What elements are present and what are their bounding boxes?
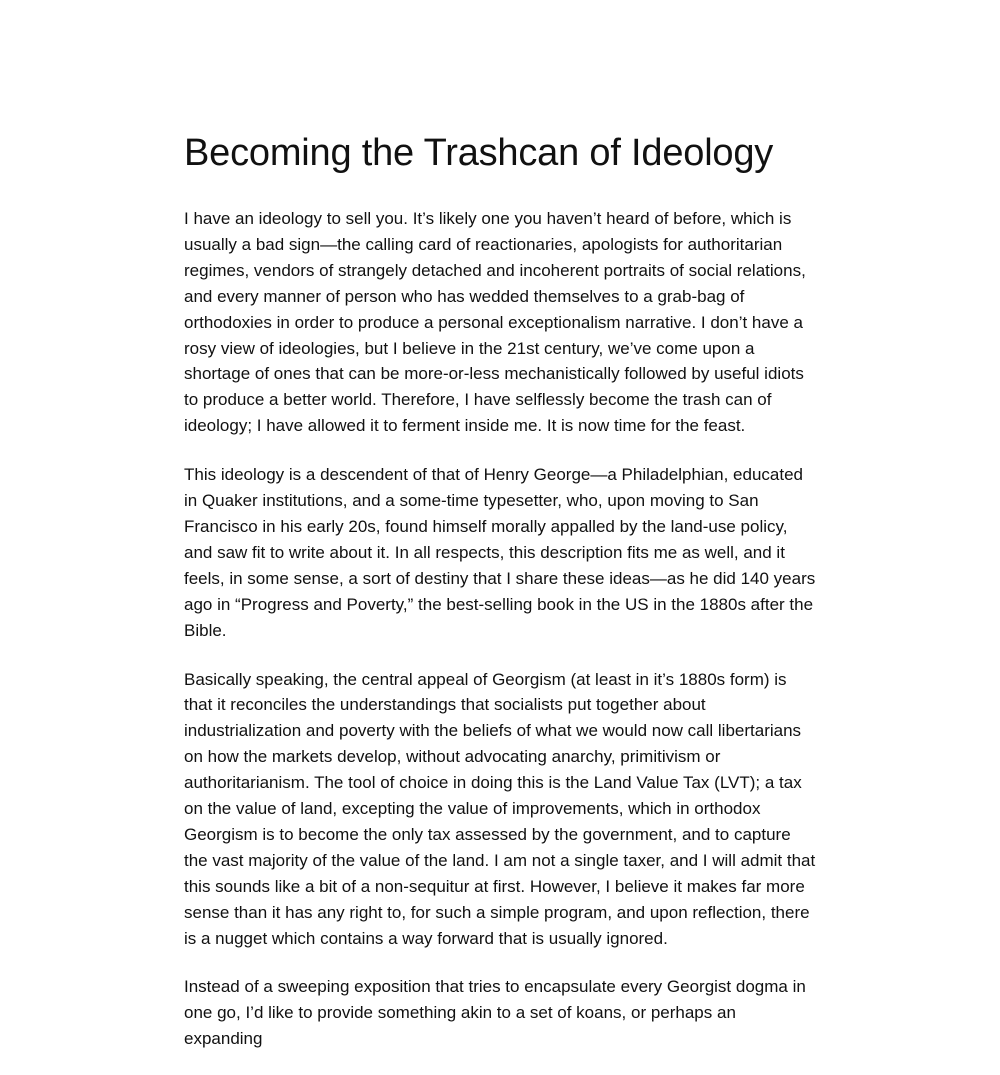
article — [184, 130, 816, 1075]
article-paragraph-3: Basically speaking, the central appeal of Georgism (at least in it’s 1880s form) is that it reconciles the understandings that socialists put together about industrialization and poverty with the beliefs of what we would now call libertarians on how the markets develop, without advocating anarchy, primitivism or authoritarianism. The tool of choice in doing this is the Land Value Tax (LVT); a tax on the value of land, excepting the value of improvements, which in orthodox Georgism is to become the only tax assessed by the government, and to capture the vast majority of the value of the land. I am not a single taxer, and I will admit that this sounds like a bit of a non-sequitur at first. However, I believe it makes far more sense than it has any right to, for such a simple program, and upon reflection, there is a nugget which contains a way forward that is usually ignored. — [184, 669, 816, 948]
article-paragraph-2: This ideology is a descendent of that of Henry George—a Philadelphian, educated in Quaker institutions, and a some-time typesetter, who, upon moving to San Francisco in his early 20s, found himself morally appalled by the land-use policy, and saw fit to write about it. In all respects, this description fits me as well, and it feels, in some sense, a sort of destiny that I share these ideas—as he did 140 years ago in “Progress and Poverty,” the best-selling book in the US in the 1880s after the Bible. — [184, 465, 816, 640]
article-paragraph-4: Instead of a sweeping exposition that tries to encapsulate every Georgist dogma in one go, I’d like to provide something akin to a set of koans, or perhaps an expanding — [184, 977, 806, 1049]
article-paragraph-1: I have an ideology to sell you. It’s likely one you haven’t heard of before, which is usually a bad sign—the calling card of reactionaries, apologists for authoritarian regimes, vendors of strangely detached and incoherent portraits of social relations, and every manner of person who has wedded themselves to a grab-bag of orthodoxies in order to produce a personal exceptionalism narrative. I don’t have a rosy view of ideologies, but I believe in the 21st century, we’ve come upon a shortage of ones that can be more-or-less mechanistically followed by useful idiots to produce a better world. Therefore, I have selflessly become the trash can of ideology; I have allowed it to ferment inside me. It is now time for the feast. — [184, 209, 806, 436]
article-title: Becoming the Trashcan of Ideology — [184, 132, 774, 174]
